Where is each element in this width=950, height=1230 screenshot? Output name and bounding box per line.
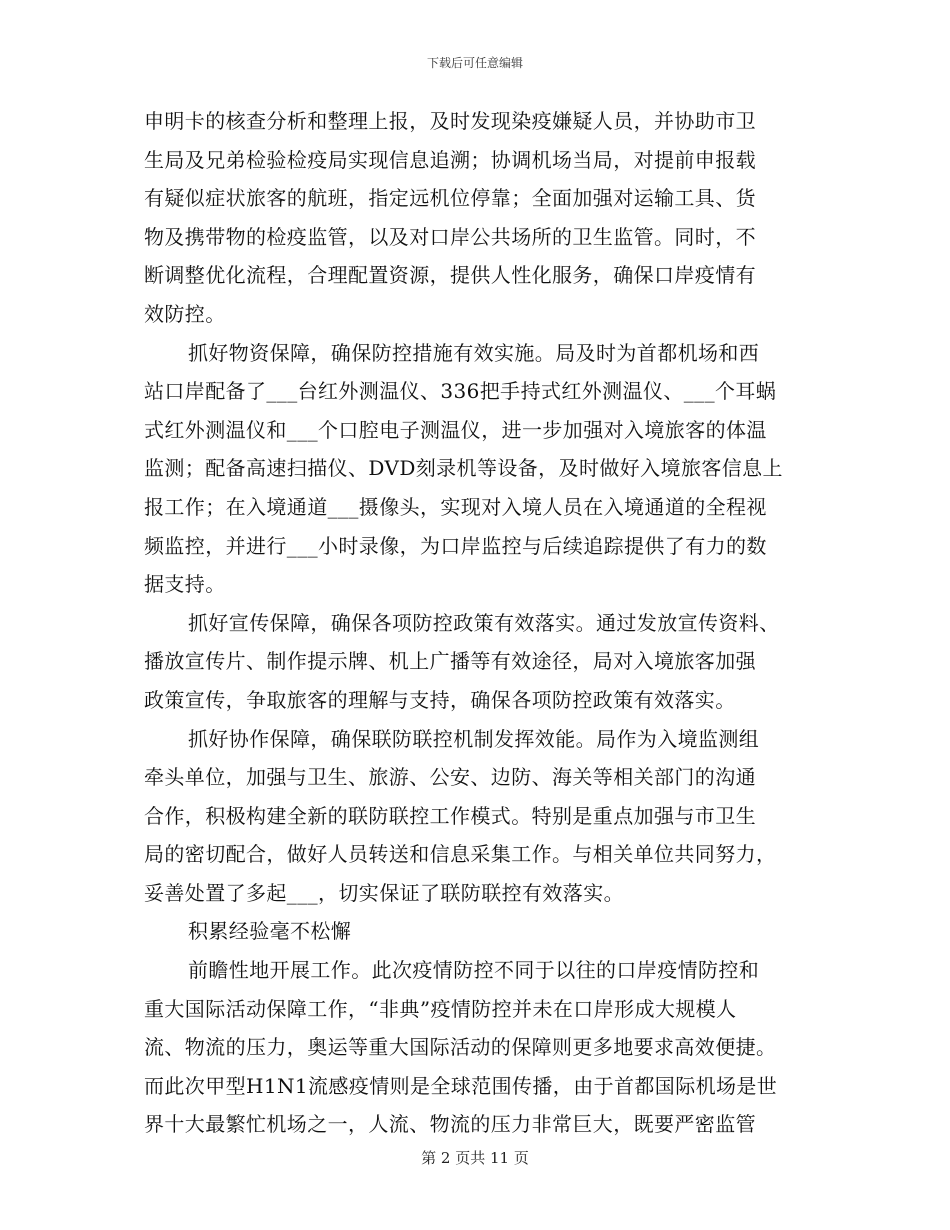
text-line: 流、物流的压力，奥运等重大国际活动的保障则更多地要求高效便捷。 — [144, 1035, 777, 1060]
text-line: 监测；配备高速扫描仪、DVD刻录机等设备，及时做好入境旅客信息上 — [144, 456, 783, 481]
text-line: 据支持。 — [144, 572, 226, 597]
text-line: 有疑似症状旅客的航班，指定远机位停靠；全面加强对运输工具、货 — [144, 186, 756, 211]
text-line: 物及携带物的检疫监管，以及对口岸公共场所的卫生监管。同时，不 — [144, 224, 756, 249]
text-line: 重大国际活动保障工作，“非典”疫情防控并未在口岸形成大规模人 — [144, 996, 737, 1021]
text-line: 频监控，并进行___小时录像，为口岸监控与后续追踪提供了有力的数 — [144, 533, 767, 558]
text-line: 效防控。 — [144, 301, 226, 326]
paragraph-start-line: 抓好物资保障，确保防控措施有效实施。局及时为首都机场和西 — [188, 340, 760, 365]
text-line: 局的密切配合，做好人员转送和信息采集工作。与相关单位共同努力， — [144, 842, 777, 867]
section-heading: 积累经验毫不松懈 — [188, 919, 352, 944]
text-line: 而此次甲型H1N1流感疫情则是全球范围传播，由于首都国际机场是世 — [144, 1073, 778, 1098]
text-line: 妥善处置了多起___，切实保证了联防联控有效落实。 — [144, 880, 624, 905]
text-line: 合作，积极构建全新的联防联控工作模式。特别是重点加强与市卫生 — [144, 803, 756, 828]
paragraph-start-line: 抓好协作保障，确保联防联控机制发挥效能。局作为入境监测组 — [188, 726, 760, 751]
text-line: 式红外测温仪和___个口腔电子测温仪，进一步加强对入境旅客的体温 — [144, 417, 767, 442]
page-number: 第 2 页共 11 页 — [421, 1149, 529, 1167]
document-body — [144, 102, 806, 1144]
text-line: 申明卡的核查分析和整理上报，及时发现染疫嫌疑人员，并协助市卫 — [144, 109, 756, 133]
text-line: 站口岸配备了___台红外测温仪、336把手持式红外测温仪、___个耳蜗 — [144, 379, 777, 404]
text-line: 政策宣传，争取旅客的理解与支持，确保各项防控政策有效落实。 — [144, 687, 736, 712]
text-line: 生局及兄弟检验检疫局实现信息追溯；协调机场当局，对提前申报载 — [144, 147, 756, 172]
text-line: 牵头单位，加强与卫生、旅游、公安、边防、海关等相关部门的沟通 — [144, 765, 756, 790]
text-line: 断调整优化流程，合理配置资源，提供人性化服务，确保口岸疫情有 — [144, 263, 756, 288]
text-line: 报工作；在入境通道___摄像头，实现对入境人员在入境通道的全程视 — [144, 494, 767, 519]
text-line: 界十大最繁忙机场之一，人流、物流的压力非常巨大，既要严密监管 — [144, 1112, 756, 1137]
page-header: 下载后可任意编辑 — [426, 56, 523, 70]
paragraph-start-line: 前瞻性地开展工作。此次疫情防控不同于以往的口岸疫情防控和 — [188, 958, 760, 983]
text-line: 播放宣传片、制作提示牌、机上广播等有效途径，局对入境旅客加强 — [144, 649, 756, 674]
paragraph-start-line: 抓好宣传保障，确保各项防控政策有效落实。通过发放宣传资料、 — [188, 610, 780, 635]
